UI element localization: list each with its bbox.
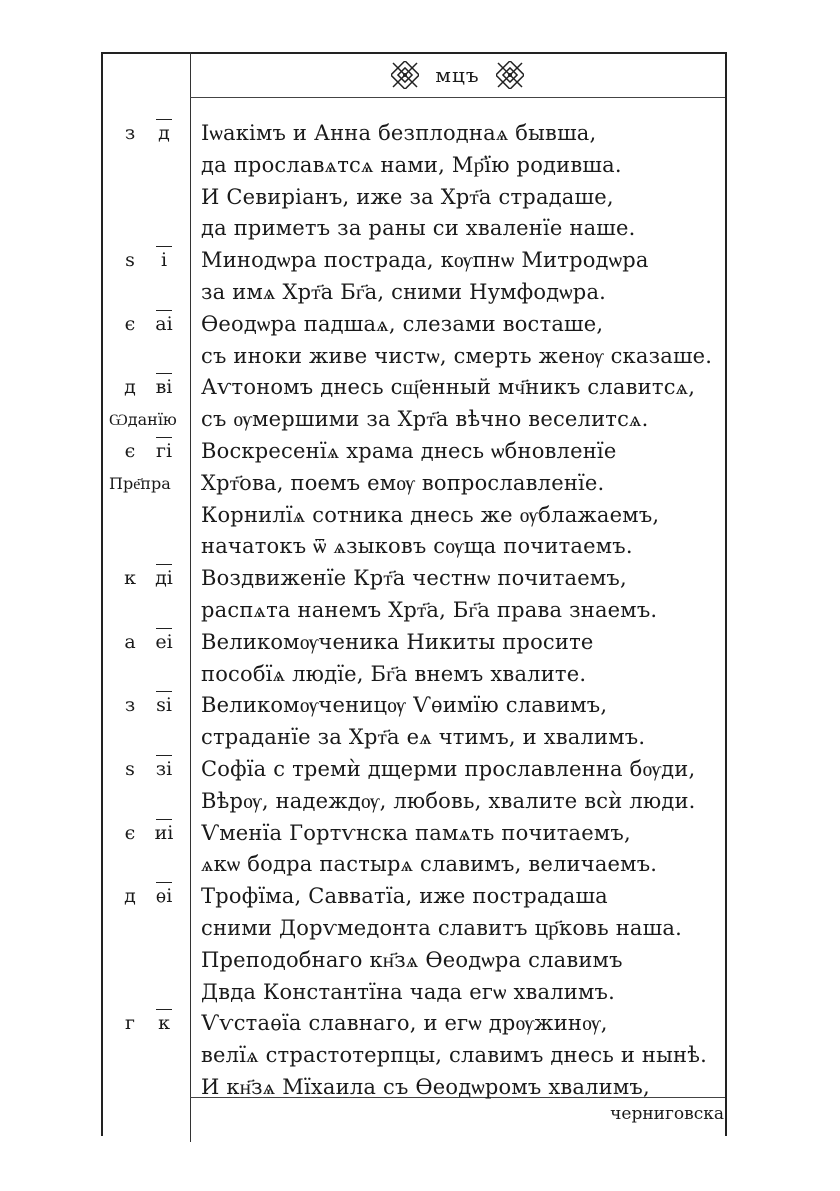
verse-line: Преподобнаго кн҃зѧ Ѳеодѡра славимъ xyxy=(201,947,623,972)
verse-line: пособїѧ людїе, Бг҃а внемъ хвалите. xyxy=(201,661,587,686)
weekday-letter: є xyxy=(124,440,136,462)
verse-line: И кн҃зѧ Мїхаила съ Ѳеодѡромъ хвалимъ, xyxy=(201,1075,650,1099)
margin-note: Пре҃пра xyxy=(109,473,171,493)
weekday-letter: є xyxy=(124,821,136,844)
calendar-row xyxy=(101,1008,723,1042)
verse-line: начатокъ ѿ ѧзыковъ сѹща почитаемъ. xyxy=(201,534,633,559)
calendar-row xyxy=(101,213,723,247)
verse-line: Вѣрѹ, надеждѹ, любовь, хвалите всѝ люди. xyxy=(201,788,696,813)
verse-line: съ ѹмершими за Хрт҃а вѣчно веселитсѧ. xyxy=(201,407,649,432)
day-number: гі xyxy=(147,440,181,462)
verse-line: ѧкѡ бодра пастырѧ славимъ, величаемъ. xyxy=(201,852,658,877)
weekday-letter: ѕ xyxy=(125,758,135,780)
weekday-letter: д xyxy=(124,376,136,399)
weekday-letter: к xyxy=(124,567,136,590)
verse-line: Великомѹченика Никиты просите xyxy=(201,629,594,654)
calendar-row xyxy=(101,818,723,852)
calendar-row xyxy=(101,436,723,470)
verse-line: съ иноки живе чистѡ, смерть женѹ сказаше. xyxy=(201,343,713,368)
ornament-right-icon xyxy=(496,61,524,89)
verse-line: Ѳеодѡра падшаѧ, слезами восташе, xyxy=(201,311,604,336)
day-number: ді xyxy=(147,567,181,589)
month-heading: мцъ xyxy=(435,63,480,87)
weekday-letter: з xyxy=(124,694,136,717)
day-number: ѕі xyxy=(147,694,181,716)
calendar-row xyxy=(101,1040,723,1074)
verse-line: И Севиріанъ, иже за Хрт҃а страдаше, xyxy=(201,184,614,209)
verse-line: Софїа с тремѝ дщерми прославленна бѹди, xyxy=(201,757,696,781)
day-number: д xyxy=(147,122,181,144)
verse-line: Аѵтономъ днесь сщ҃енный мч҃никъ славитсѧ, xyxy=(201,375,696,400)
calendar-row xyxy=(101,245,723,279)
verse-line: Минодѡра пострада, кѹпнѡ Митродѡра xyxy=(201,248,649,273)
ornament-left-icon xyxy=(391,61,419,89)
calendar-row xyxy=(101,690,723,724)
weekday-letter: г xyxy=(125,1012,135,1035)
catchword: черниговска xyxy=(610,1104,724,1124)
calendar-row xyxy=(101,404,723,438)
calendar-row xyxy=(101,468,723,502)
day-number: ві xyxy=(147,376,181,398)
verse-line: за имѧ Хрт҃а Бг҃а, сними Нумфодѡра. xyxy=(201,280,607,304)
header-rule xyxy=(190,97,725,98)
weekday-letter: з xyxy=(124,122,136,144)
day-number: иі xyxy=(147,822,181,844)
calendar-row xyxy=(101,945,723,979)
calendar-row xyxy=(101,150,723,184)
weekday-letter: д xyxy=(124,885,136,908)
verse-line: Іѡакімъ и Анна безплоднаѧ бывша, xyxy=(201,121,597,145)
calendar-row xyxy=(101,786,723,820)
verse-line: сними Дорѵмедонта славитъ цр҃ковь наша. xyxy=(201,916,682,940)
verse-line: Воздвиженїе Крт҃а честнѡ почитаемъ, xyxy=(201,566,627,591)
verse-line: да приметъ за раны си хваленїе наше. xyxy=(201,216,636,241)
calendar-row xyxy=(101,118,723,152)
verse-line: да прославѧтсѧ нами, Мр҃їю родивша. xyxy=(201,152,622,177)
calendar-row xyxy=(101,722,723,756)
verse-line: Ѵѵстаѳїа славнаго, и егѡ дрѹжинѹ, xyxy=(201,1011,608,1036)
calendar-row xyxy=(101,977,723,1011)
verse-line: Ѵменїа Гортѵнска памѧть почитаемъ, xyxy=(201,820,631,845)
calendar-row xyxy=(101,182,723,216)
calendar-row xyxy=(101,531,723,565)
day-number: еі xyxy=(147,631,181,653)
calendar-row xyxy=(101,500,723,534)
calendar-row xyxy=(101,309,723,343)
weekday-letter: ѕ xyxy=(125,249,135,272)
verse-line: распѧта нанемъ Хрт҃а, Бг҃а права знаемъ. xyxy=(201,598,658,622)
day-number: ѳі xyxy=(147,885,181,907)
weekday-letter: а xyxy=(124,630,136,653)
verse-line: Хрт҃ова, поемъ емѹ вопрославленїе. xyxy=(201,470,605,495)
calendar-row xyxy=(101,913,723,947)
day-number: зі xyxy=(147,758,181,780)
calendar-row xyxy=(101,627,723,661)
verse-line: Трофїма, Савватїа, иже пострадаша xyxy=(201,884,608,909)
calendar-row xyxy=(101,659,723,693)
calendar-row xyxy=(101,277,723,311)
calendar-row xyxy=(101,595,723,629)
verse-line: страданїе за Хрт҃а еѧ чтимъ, и хвалимъ. xyxy=(201,725,646,750)
calendar-row xyxy=(101,849,723,883)
verse-line: Корнилїѧ сотника днесь же ѹблажаемъ, xyxy=(201,502,660,527)
verse-line: Великомѹченицѹ Ѵѳимїю славимъ, xyxy=(201,693,608,718)
verse-line: велїѧ страстотерпцы, славимъ днесь и нынѣ. xyxy=(201,1043,707,1068)
calendar-row xyxy=(101,1072,723,1106)
margin-note: Ѡданїю xyxy=(109,410,177,430)
page-header xyxy=(190,58,725,92)
verse-line: Воскресенїѧ храма днесь ѡбновленїе xyxy=(201,439,617,463)
calendar-row xyxy=(101,563,723,597)
calendar-row xyxy=(101,754,723,788)
calendar-row xyxy=(101,372,723,406)
verse-line: Двда Константїна чада егѡ хвалимъ. xyxy=(201,979,615,1004)
calendar-row xyxy=(101,881,723,915)
day-number: к xyxy=(147,1012,181,1034)
calendar-row xyxy=(101,341,723,375)
day-number: аі xyxy=(147,313,181,335)
weekday-letter: є xyxy=(124,312,136,335)
day-number: і xyxy=(147,249,181,271)
